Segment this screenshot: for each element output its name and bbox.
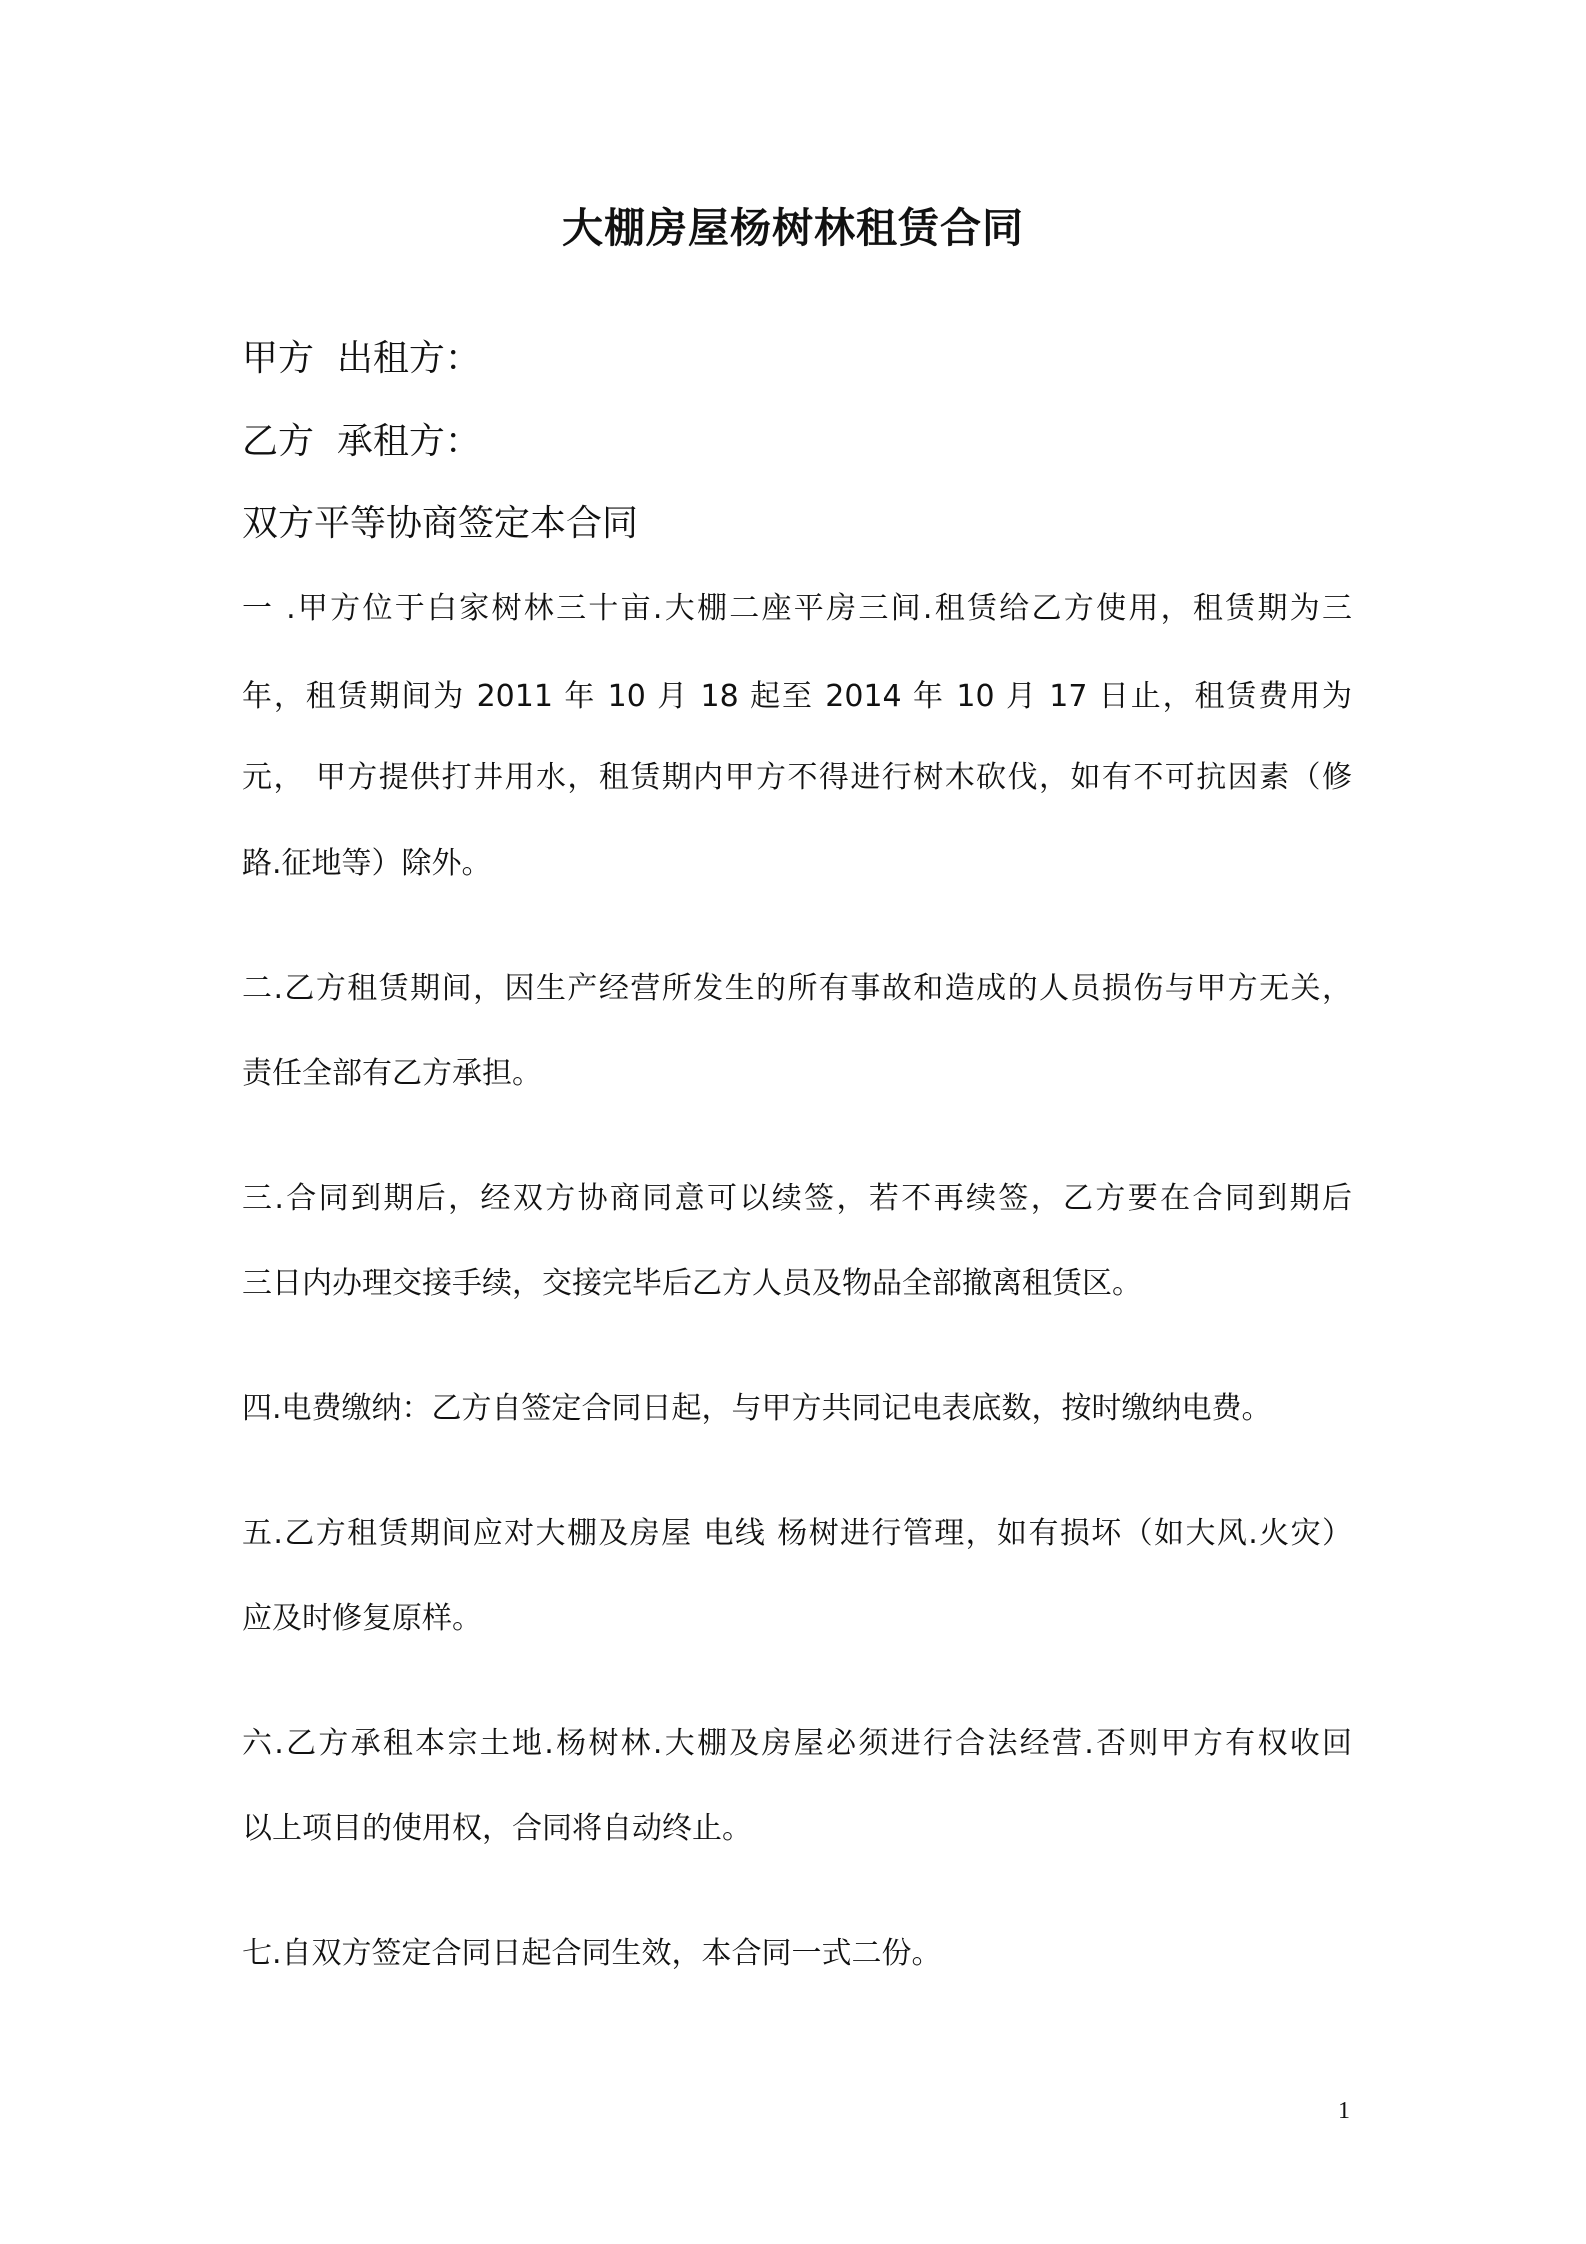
- clause-1-line-1: 一 .甲方位于白家树林三十亩.大棚二座平房三间.租赁给乙方使用，租赁期为三: [242, 591, 1352, 626]
- clause-1-line-2: 年，租赁期间为 2011 年 10 月 18 起至 2014 年 10 月 17 日止，租赁费用为: [242, 679, 1352, 714]
- clause-7-line-1: 七.自双方签定合同日起合同生效，本合同一式二份。: [242, 1936, 942, 1971]
- clause-6-line-2: 以上项目的使用权，合同将自动终止。: [242, 1811, 752, 1846]
- clause-6-line-1: 六.乙方承租本宗土地.杨树林.大棚及房屋必须进行合法经营.否则甲方有权收回: [242, 1726, 1352, 1761]
- page-number: 1: [1338, 2098, 1350, 2124]
- clause-2-line-2: 责任全部有乙方承担。: [242, 1056, 542, 1091]
- clause-3-line-2: 三日内办理交接手续，交接完毕后乙方人员及物品全部撤离租赁区。: [242, 1266, 1142, 1301]
- clause-3-line-1: 三.合同到期后，经双方协商同意可以续签，若不再续签，乙方要在合同到期后: [242, 1181, 1352, 1216]
- clause-1-line-3: 元， 甲方提供打井用水，租赁期内甲方不得进行树木砍伐，如有不可抗因素（修: [242, 760, 1352, 795]
- party-a-label: 甲方 出租方：: [242, 338, 481, 379]
- clause-5-line-1: 五.乙方租赁期间应对大棚及房屋 电线 杨树进行管理，如有损坏（如大风.火灾）: [242, 1516, 1352, 1551]
- clause-4-line-1: 四.电费缴纳：乙方自签定合同日起，与甲方共同记电表底数，按时缴纳电费。: [242, 1391, 1272, 1426]
- clause-5-line-2: 应及时修复原样。: [242, 1601, 482, 1636]
- clause-1-line-4: 路.征地等）除外。: [242, 846, 492, 881]
- clause-2-line-1: 二.乙方租赁期间，因生产经营所发生的所有事故和造成的人员损伤与甲方无关，: [242, 971, 1352, 1006]
- party-b-label: 乙方 承租方：: [242, 421, 481, 462]
- document-title: 大棚房屋杨树林租赁合同: [562, 204, 1024, 252]
- preamble: 双方平等协商签定本合同: [242, 503, 639, 544]
